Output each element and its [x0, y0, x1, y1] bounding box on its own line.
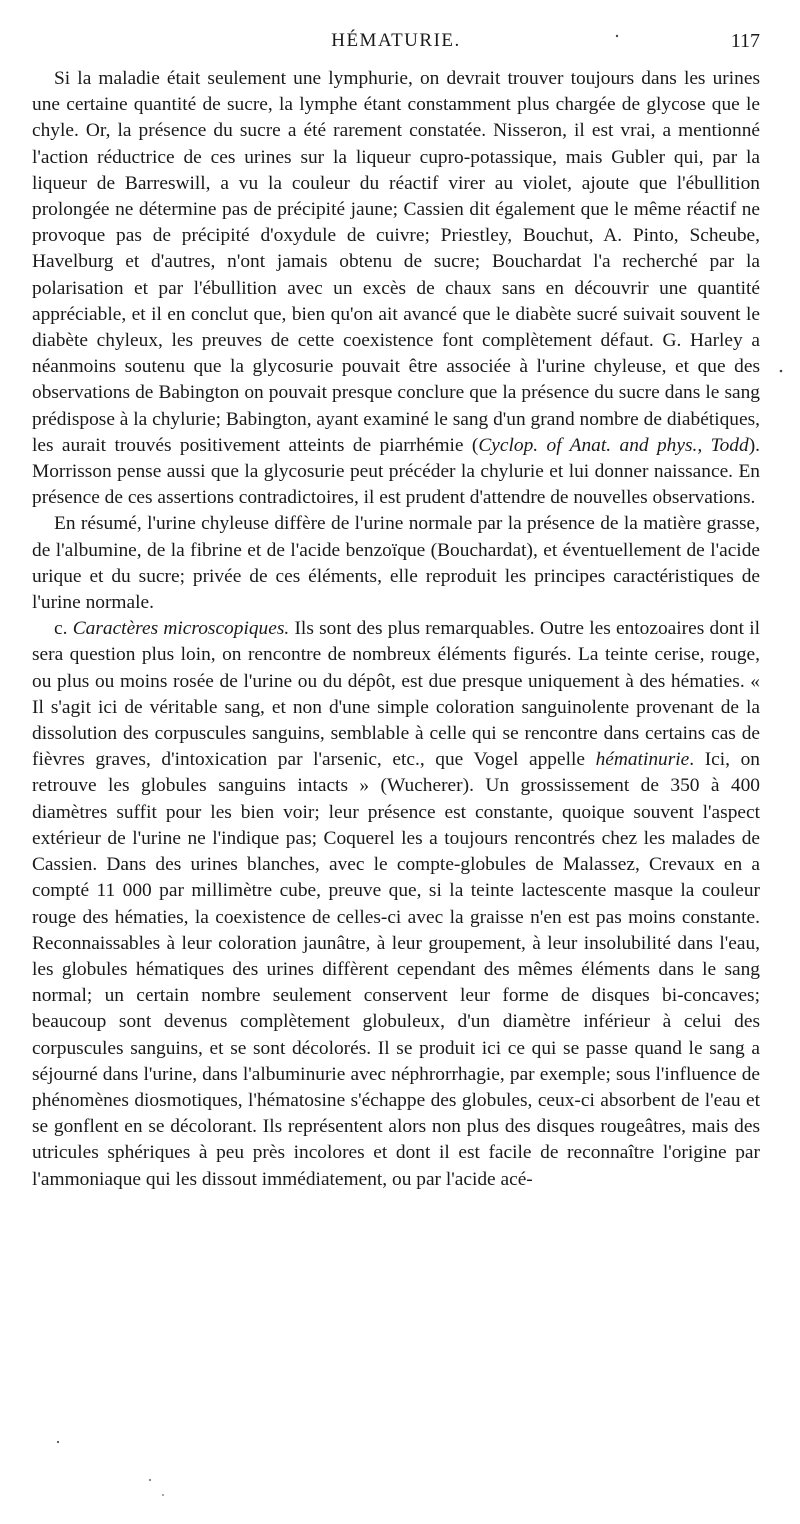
italic-text: Cyclop. of Anat. and phys., Todd [478, 434, 749, 456]
speck [57, 1441, 59, 1443]
paragraph [32, 66, 760, 511]
italic-text: hématinurie [595, 749, 690, 771]
running-title: HÉMATURIE. [331, 30, 461, 51]
page-number: 117 [730, 30, 760, 52]
italic-text: Caractères microscopiques. [72, 618, 290, 640]
text-run: Si la maladie était seulement une lymphurie, on devrait trouver toujours dans les urines une certaine quantité de sucre, la lymphe étant constamment plus chargée de glycose que le chyle. Or, la présence du sucre a été rarement constatée. Nisseron, il est vrai, a mentionné l'action réductrice de ces urines sur la liqueur cupro-potassique, mais Gubler qui, par la liqueur de Barreswill, a vu la couleur du réactif virer au violet, ajoute que l'ébullition prolongée ne détermine pas de précipité jaune; Cassien dit également que le même réactif ne provoque pas de précipité d'oxydule de cuivre; Priestley, Bouchut, A. Pinto, Scheube, Havelburg et d'autres, n'ont jamais obtenu de sucre; Bouchardat l'a recherché par la polarisation et par l'ébullition avec un excès de chaux sans en découvrir une quantité appréciable, et il en conclut que, bien qu'on ait avancé que le diabète sucré suivait souvent le diabète chyleux, les preuves de cette coexistence font complètement défaut. G. Harley a néanmoins soutenu que la glycosurie pouvait être associée à l'urine chyleuse, et que des observations de Babington on pouvait presque conclure que la présence du sucre dans le sang prédispose à la chylurie; Babington, ayant examiné le sang d'un grand nombre de diabétiques, les aurait trouvés positivement atteints de piarrhémie ( [32, 68, 760, 456]
paragraph [32, 511, 760, 616]
speck [149, 1479, 151, 1481]
speck [162, 1494, 164, 1496]
text-run: Ils sont des plus remarquables. Outre les entozoaires dont il sera question plus loin, on rencontre de nombreux éléments figurés. La teinte cerise, rouge, ou plus ou moins rosée de l'urine ou du dépôt, est due presque uniquement à des hématies. « Il s'agit ici de véritable sang, et non d'une simple coloration sanguinolente provenant de la dissolution des corpuscules sanguins, semblable à celle qui se rencontre dans certains cas de fièvres graves, d'intoxication par l'arsenic, etc., que Vogel appelle [32, 618, 760, 771]
paragraph [32, 616, 760, 1192]
text-run: ). Morrisson pense aussi que la glycosurie peut précéder la chylurie et lui donner naissance. En présence de ces assertions contradictoires, il est prudent d'attendre de nouvelles observations. [32, 434, 760, 509]
body-text [32, 66, 760, 1193]
speck [780, 370, 783, 373]
text-run: . Ici, on retrouve les globules sanguins intacts » (Wucherer). Un grossissement de 350 à 400 diamètres suffit pour les bien voir; leur présence est constante, quoique souvent l'aspect extérieur de l'urine ne l'indique pas; Coquerel les a toujours rencontrés chez les malades de Cassien. Dans des urines blanches, avec le compte-globules de Malassez, Crevaux en a compté 11 000 par millimètre cube, preuve que, si la teinte lactescente masque la couleur rouge des hématies, la coexistence de celles-ci avec la graisse n'en est pas moins constante. Reconnaissables à leur coloration jaunâtre, à leur groupement, à leur insolubilité dans l'eau, les globules hématiques des urines diffèrent cependant des mêmes éléments dans le sang normal; un certain nombre seulement conservent leur forme de disques bi-concaves; beaucoup sont devenus complètement globuleux, d'un diamètre inférieur à celui des corpuscules sanguins, et se sont décolorés. Il se produit ici ce qui se passe quand le sang a séjourné dans l'urine, dans l'albuminurie avec néphrorrhagie, par exemple; sous l'influence de phénomènes diosmotiques, l'hématosine s'échappe des globules, ceux-ci absorbent de l'eau et se gonflent en se décolorant. Ils représentent alors non plus des disques rougeâtres, mais des utricules sphériques à peu près incolores et dont il est facile de reconnaître l'origine par l'ammoniaque qui les dissout immédiatement, ou par l'acide acé- [32, 749, 760, 1190]
text-run: En résumé, l'urine chyleuse diffère de l'urine normale par la présence de la matière grasse, de l'albumine, de la fibrine et de l'acide benzoïque (Bouchardat), et éventuellement de l'acide urique et du sucre; privée de ces éléments, elle reproduit les principes caractéristiques de l'urine normale. [32, 513, 760, 614]
running-head [32, 30, 760, 60]
text-run: c. [54, 618, 73, 640]
